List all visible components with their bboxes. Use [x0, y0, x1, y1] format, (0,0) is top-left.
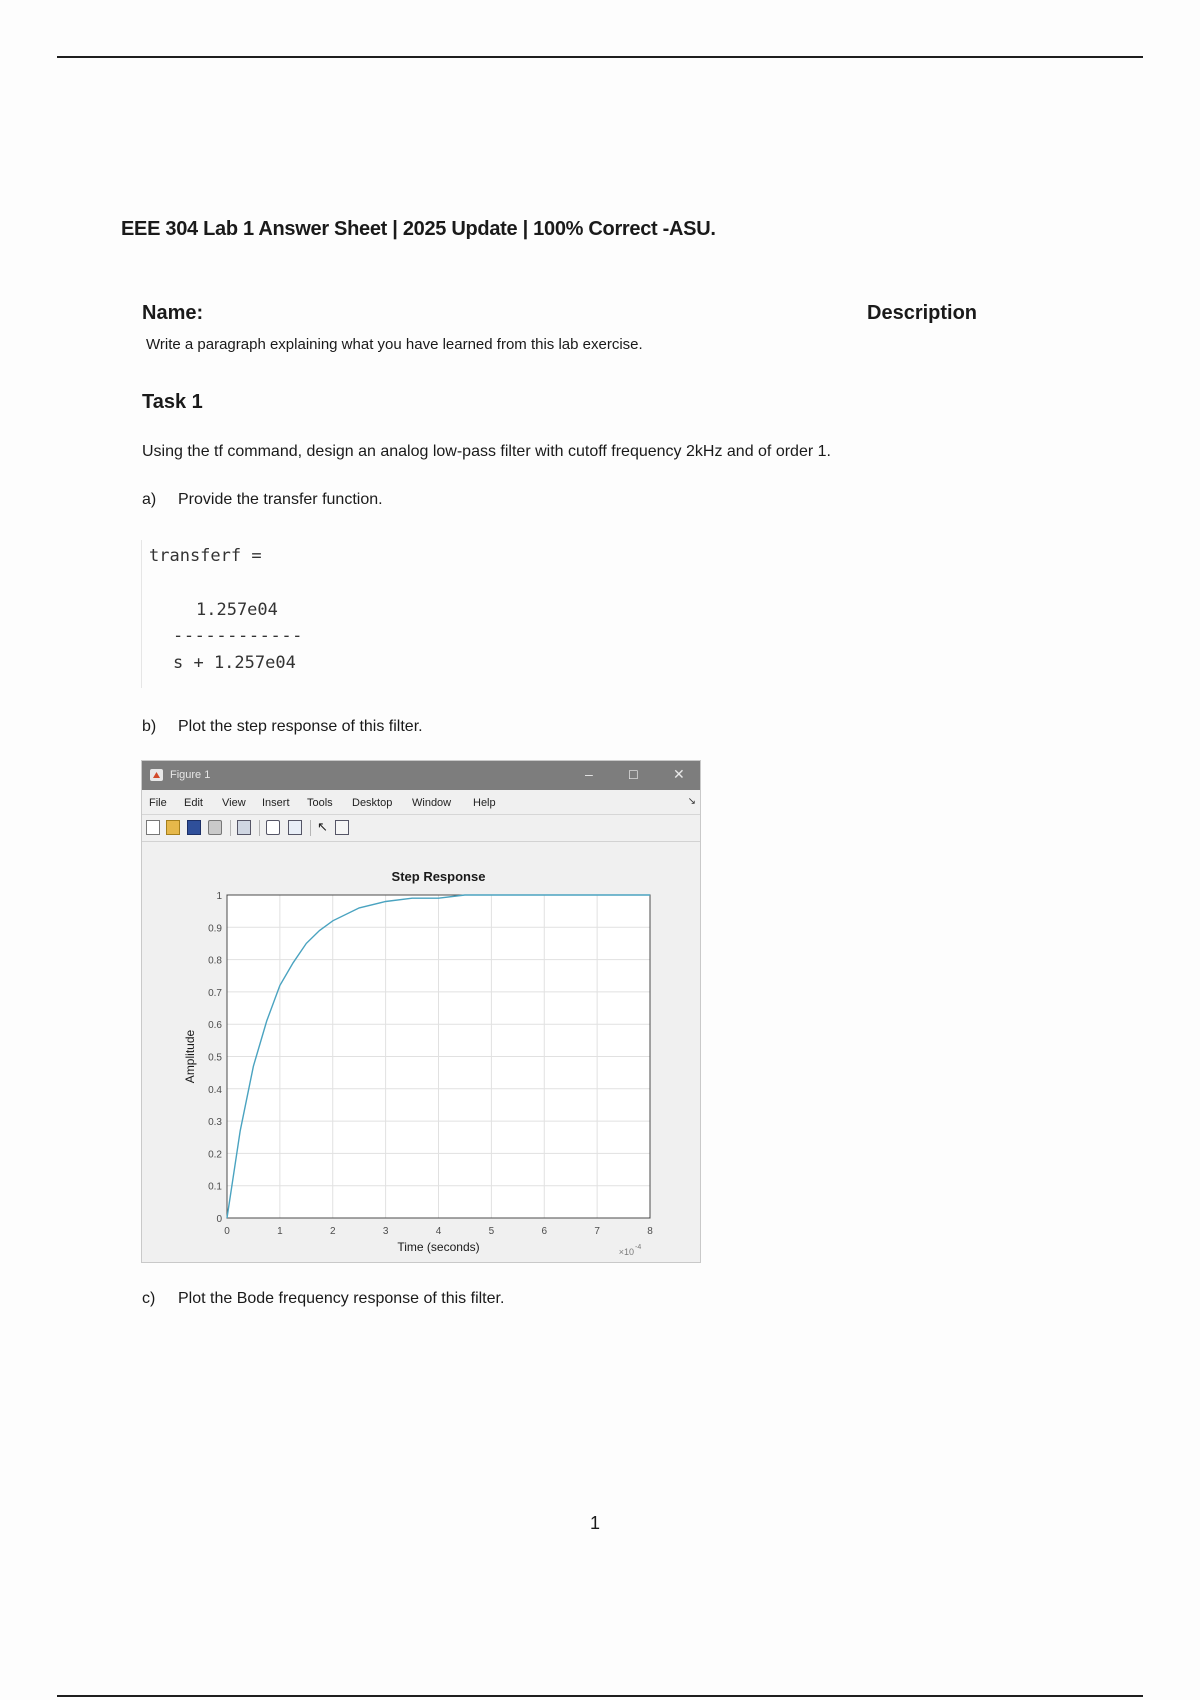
- x-tick-label: 4: [435, 1226, 442, 1237]
- question-b: [142, 718, 423, 736]
- menu-insert[interactable]: Insert: [262, 797, 290, 809]
- maximize-button[interactable]: ☐: [628, 768, 639, 782]
- y-tick-label: 0.5: [208, 1052, 222, 1064]
- minimize-button[interactable]: –: [585, 766, 593, 782]
- menu-view[interactable]: View: [222, 797, 246, 809]
- bottom-rule: [57, 1695, 1143, 1697]
- y-tick-label: 0.3: [208, 1117, 222, 1129]
- code-divider: ------------: [173, 626, 304, 646]
- menu-file[interactable]: File: [149, 797, 167, 809]
- step-response-chart: [142, 842, 700, 1263]
- y-tick-label: 0.6: [208, 1020, 222, 1032]
- close-button[interactable]: ✕: [673, 766, 685, 782]
- menu-window[interactable]: Window: [412, 797, 452, 809]
- y-tick-label: 0: [216, 1214, 222, 1225]
- y-tick-label: 0.7: [208, 987, 222, 999]
- x-tick-label: 8: [647, 1226, 653, 1237]
- x-tick-label: 5: [488, 1226, 495, 1237]
- insert-colorbar-icon[interactable]: [266, 820, 280, 835]
- page-number: 1: [590, 1513, 601, 1533]
- y-tick-label: 0.9: [208, 923, 222, 935]
- x-tick-label: 3: [382, 1226, 389, 1237]
- figure-menubar: [142, 790, 700, 815]
- top-rule: [57, 56, 1143, 58]
- y-axis-label: Amplitude: [183, 1029, 197, 1084]
- x-exponent-label: ×10: [618, 1247, 634, 1257]
- figure-toolbar: [142, 815, 700, 842]
- matlab-logo-icon: [150, 769, 163, 781]
- question-a: [142, 491, 383, 509]
- y-tick-label: 0.2: [208, 1149, 222, 1161]
- question-text: Plot the step response of this filter.: [178, 718, 423, 735]
- x-axis-label: Time (seconds): [397, 1240, 480, 1254]
- dock-arrow-icon[interactable]: ↘: [687, 796, 696, 807]
- x-tick-label: 6: [541, 1226, 548, 1237]
- menu-tools[interactable]: Tools: [307, 797, 333, 809]
- question-letter: c): [142, 1290, 156, 1307]
- document-title: EEE 304 Lab 1 Answer Sheet | 2025 Update | 100% Correct -ASU.: [121, 218, 716, 240]
- task-text: Using the tf command, design an analog low-pass filter with cutoff frequency 2kHz and of order 1.: [142, 443, 831, 460]
- code-numerator: 1.257e04: [196, 600, 278, 620]
- question-letter: a): [142, 491, 157, 508]
- x-tick-label: 0: [224, 1226, 230, 1237]
- toolbar-separator: [230, 820, 231, 836]
- y-tick-label: 0.1: [208, 1181, 222, 1193]
- x-tick-label: 1: [277, 1226, 283, 1237]
- property-inspector-icon[interactable]: [335, 820, 349, 835]
- x-exponent-power: -4: [635, 1244, 642, 1251]
- code-block-border: [141, 540, 142, 688]
- menu-desktop[interactable]: Desktop: [352, 797, 393, 809]
- y-tick-label: 0.8: [208, 955, 222, 967]
- print-icon[interactable]: [208, 820, 222, 835]
- matlab-figure-window: [141, 760, 701, 1263]
- y-tick-label: 1: [216, 891, 222, 902]
- x-tick-label: 2: [329, 1226, 336, 1237]
- x-tick-label: 7: [594, 1226, 600, 1237]
- task-heading: Task 1: [142, 391, 203, 413]
- open-file-icon[interactable]: [166, 820, 180, 835]
- chart-title: Step Response: [391, 869, 486, 884]
- question-c: [142, 1290, 504, 1308]
- name-label: Name:: [142, 302, 204, 324]
- edit-plot-icon[interactable]: ↖: [317, 819, 328, 834]
- code-denominator: s + 1.257e04: [173, 653, 296, 673]
- menu-help[interactable]: Help: [473, 797, 496, 809]
- figure-titlebar[interactable]: [142, 761, 700, 790]
- toolbar-separator: [259, 820, 260, 836]
- code-title: transferf =: [149, 546, 262, 566]
- toolbar-separator: [310, 820, 311, 836]
- new-figure-icon[interactable]: [146, 820, 160, 835]
- figure-canvas: [142, 842, 700, 1263]
- question-text: Provide the transfer function.: [178, 491, 383, 508]
- print-preview-icon[interactable]: [237, 820, 251, 835]
- y-tick-label: 0.4: [208, 1084, 222, 1096]
- question-text: Plot the Bode frequency response of this filter.: [178, 1290, 505, 1307]
- save-icon[interactable]: [187, 820, 201, 835]
- instruction-text: Write a paragraph explaining what you have learned from this lab exercise.: [146, 336, 643, 353]
- figure-title: Figure 1: [170, 769, 211, 781]
- description-label: Description: [867, 302, 978, 324]
- insert-legend-icon[interactable]: [288, 820, 302, 835]
- menu-edit[interactable]: Edit: [184, 797, 203, 809]
- question-letter: b): [142, 718, 157, 735]
